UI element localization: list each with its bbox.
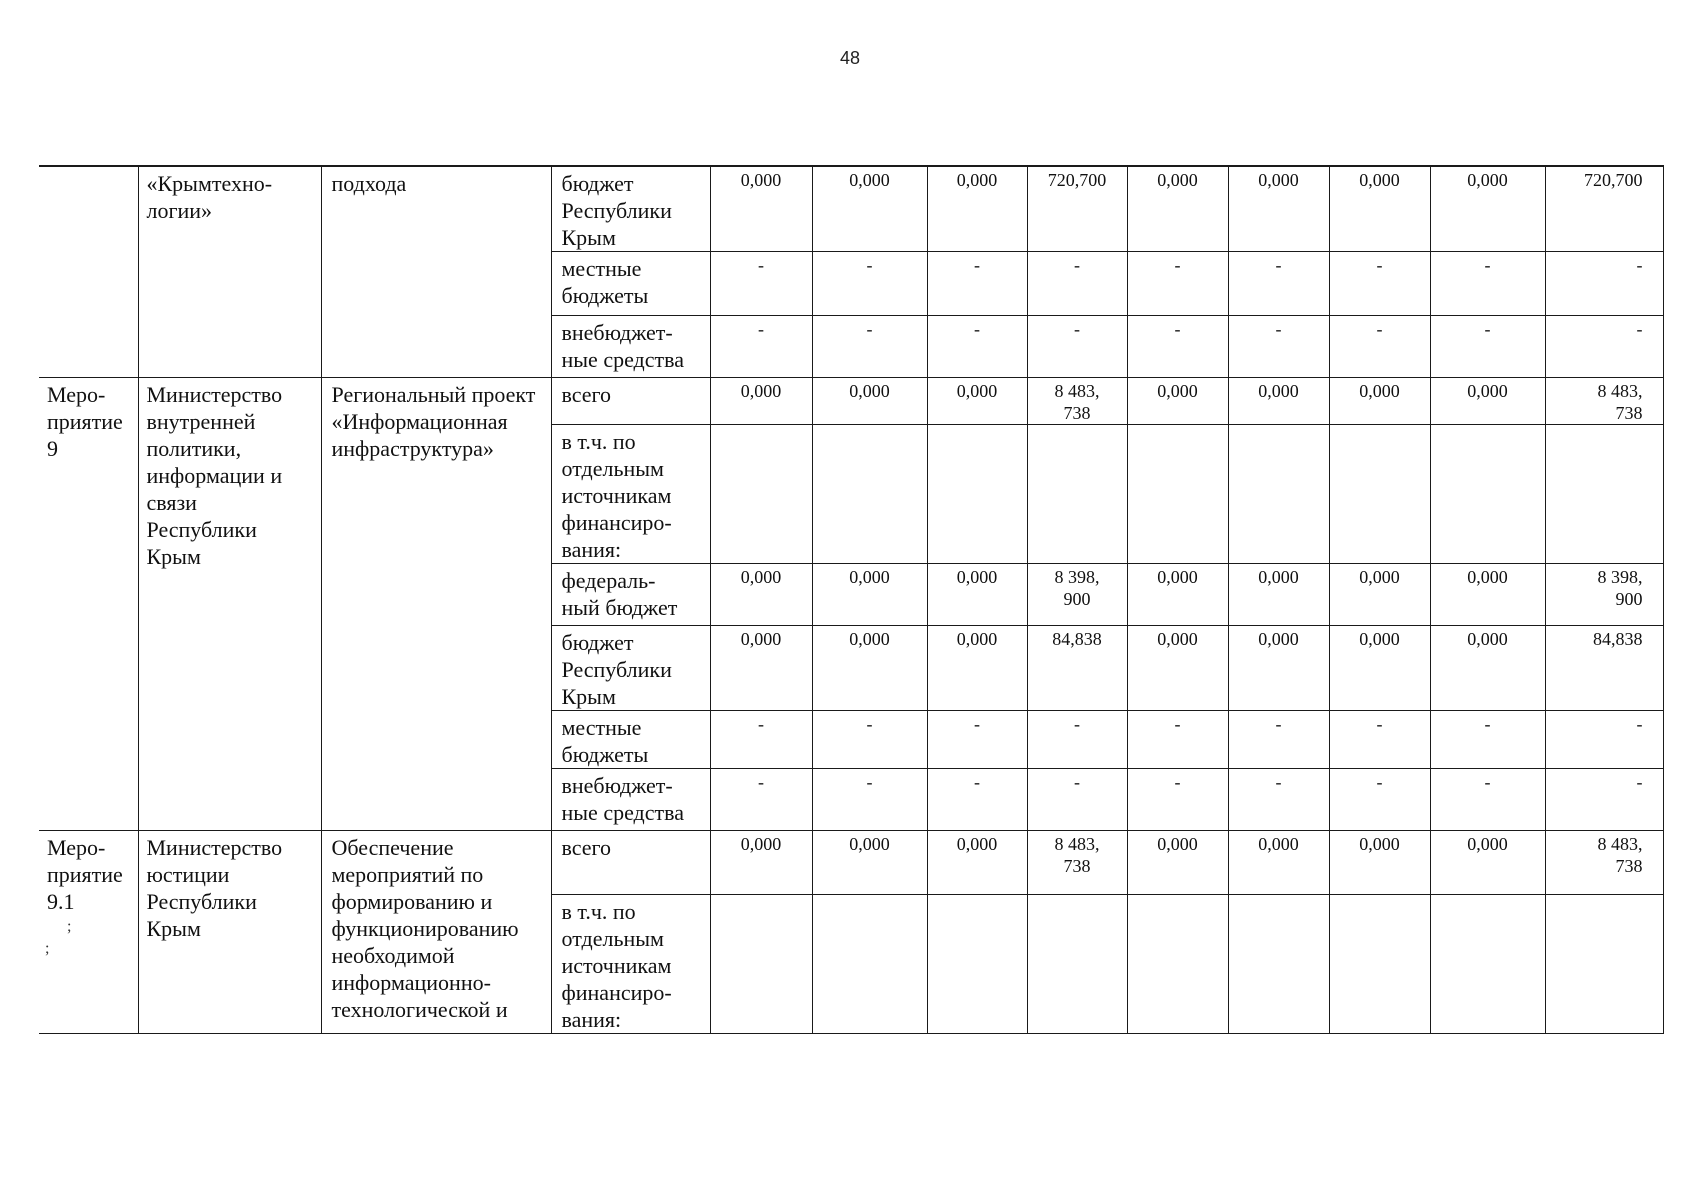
value-cell: - — [1430, 769, 1545, 831]
funding-source-cell: внебюджет- ные средства — [551, 769, 710, 831]
value-cell: - — [812, 769, 927, 831]
value-cell: - — [1329, 711, 1430, 769]
total-value-cell — [1545, 895, 1663, 1034]
value-cell: - — [812, 252, 927, 316]
total-value-cell: 84,838 — [1545, 626, 1663, 711]
value-cell: - — [812, 316, 927, 378]
value-cell: - — [1228, 316, 1329, 378]
value-cell: 0,000 — [1127, 378, 1228, 425]
table-row — [39, 378, 1663, 425]
funding-source-cell: внебюджет- ные средства — [551, 316, 710, 378]
event-cell: Меро- приятие 9 — [39, 378, 138, 831]
value-cell: 8 483, 738 — [1027, 378, 1127, 425]
value-cell: 0,000 — [1430, 564, 1545, 626]
value-cell: 0,000 — [1430, 378, 1545, 425]
value-cell: 0,000 — [927, 831, 1027, 895]
value-cell: - — [1027, 769, 1127, 831]
funding-source-cell: местные бюджеты — [551, 252, 710, 316]
value-cell — [1127, 425, 1228, 564]
total-value-cell: 8 483, 738 — [1545, 378, 1663, 425]
value-cell: - — [1329, 769, 1430, 831]
value-cell: 0,000 — [710, 831, 812, 895]
value-cell: 0,000 — [1228, 831, 1329, 895]
executor-cell: Министерство юстиции Республики Крым — [138, 831, 321, 1034]
funding-source-cell: федераль- ный бюджет — [551, 564, 710, 626]
value-cell: - — [1329, 316, 1430, 378]
value-cell: 0,000 — [927, 564, 1027, 626]
value-cell — [812, 895, 927, 1034]
value-cell: - — [1127, 316, 1228, 378]
value-cell — [1228, 895, 1329, 1034]
total-value-cell — [1545, 425, 1663, 564]
event-cell: Меро- приятие 9.1 — [39, 831, 138, 1034]
value-cell: - — [1228, 769, 1329, 831]
value-cell: - — [1127, 769, 1228, 831]
value-cell — [710, 895, 812, 1034]
value-cell: 0,000 — [1228, 378, 1329, 425]
value-cell: 0,000 — [927, 166, 1027, 252]
value-cell: 0,000 — [812, 166, 927, 252]
value-cell: 0,000 — [1228, 166, 1329, 252]
value-cell — [1329, 425, 1430, 564]
funding-source-cell: всего — [551, 831, 710, 895]
value-cell — [1430, 895, 1545, 1034]
value-cell — [1430, 425, 1545, 564]
value-cell — [1127, 895, 1228, 1034]
funding-table — [39, 165, 1664, 1034]
value-cell — [812, 425, 927, 564]
scan-mark: ; — [45, 940, 50, 957]
total-value-cell: 8 398, 900 — [1545, 564, 1663, 626]
value-cell: 0,000 — [812, 831, 927, 895]
total-value-cell: - — [1545, 769, 1663, 831]
value-cell: 0,000 — [1127, 166, 1228, 252]
table-row — [39, 166, 1663, 252]
value-cell: - — [1027, 711, 1127, 769]
value-cell: - — [1027, 252, 1127, 316]
value-cell: 0,000 — [1127, 626, 1228, 711]
value-cell: - — [1027, 316, 1127, 378]
value-cell: - — [927, 252, 1027, 316]
value-cell: 0,000 — [812, 564, 927, 626]
event-name-cell: Обеспечение мероприятий по формированию и функционированию необходимой информационно- технологической и — [321, 831, 551, 1034]
value-cell: 0,000 — [1430, 831, 1545, 895]
value-cell — [927, 895, 1027, 1034]
value-cell: - — [1127, 711, 1228, 769]
value-cell: 0,000 — [1329, 626, 1430, 711]
value-cell: - — [710, 316, 812, 378]
value-cell: 0,000 — [1329, 564, 1430, 626]
value-cell: - — [1430, 711, 1545, 769]
value-cell: - — [710, 711, 812, 769]
total-value-cell: - — [1545, 316, 1663, 378]
total-value-cell: - — [1545, 711, 1663, 769]
value-cell: - — [710, 769, 812, 831]
value-cell: - — [710, 252, 812, 316]
value-cell: 0,000 — [927, 378, 1027, 425]
total-value-cell: 720,700 — [1545, 166, 1663, 252]
funding-source-cell: в т.ч. по отдельным источникам финансиро- вания: — [551, 895, 710, 1034]
value-cell: 0,000 — [812, 378, 927, 425]
value-cell: - — [1430, 316, 1545, 378]
funding-source-cell: бюджет Республики Крым — [551, 166, 710, 252]
value-cell: - — [1127, 252, 1228, 316]
value-cell: 0,000 — [1430, 626, 1545, 711]
value-cell: 84,838 — [1027, 626, 1127, 711]
table-row — [39, 831, 1663, 895]
value-cell: 0,000 — [1329, 378, 1430, 425]
value-cell: - — [1430, 252, 1545, 316]
total-value-cell: 8 483, 738 — [1545, 831, 1663, 895]
value-cell: - — [927, 769, 1027, 831]
value-cell: 720,700 — [1027, 166, 1127, 252]
event-cell — [39, 166, 138, 378]
value-cell — [1228, 425, 1329, 564]
value-cell: 0,000 — [1329, 166, 1430, 252]
value-cell: 0,000 — [710, 626, 812, 711]
executor-cell: Министерство внутренней политики, информации и связи Республики Крым — [138, 378, 321, 831]
value-cell: 0,000 — [927, 626, 1027, 711]
value-cell — [927, 425, 1027, 564]
funding-source-cell: местные бюджеты — [551, 711, 710, 769]
value-cell: 0,000 — [1329, 831, 1430, 895]
scan-mark: ; — [67, 918, 72, 935]
value-cell: - — [1329, 252, 1430, 316]
value-cell — [1329, 895, 1430, 1034]
value-cell: - — [1228, 252, 1329, 316]
funding-source-cell: всего — [551, 378, 710, 425]
value-cell: 0,000 — [710, 166, 812, 252]
page-number: 48 — [839, 48, 861, 68]
value-cell: - — [927, 316, 1027, 378]
funding-source-cell: в т.ч. по отдельным источникам финансиро- вания: — [551, 425, 710, 564]
value-cell: 0,000 — [710, 564, 812, 626]
value-cell: 0,000 — [1430, 166, 1545, 252]
total-value-cell: - — [1545, 252, 1663, 316]
value-cell: 0,000 — [1228, 564, 1329, 626]
event-name-cell: подхода — [321, 166, 551, 378]
value-cell: - — [812, 711, 927, 769]
value-cell — [1027, 895, 1127, 1034]
value-cell — [1027, 425, 1127, 564]
value-cell: 0,000 — [1228, 626, 1329, 711]
value-cell: - — [1228, 711, 1329, 769]
value-cell: 0,000 — [1127, 831, 1228, 895]
value-cell: 8 398, 900 — [1027, 564, 1127, 626]
value-cell: 0,000 — [710, 378, 812, 425]
value-cell: 8 483, 738 — [1027, 831, 1127, 895]
value-cell — [710, 425, 812, 564]
value-cell: 0,000 — [812, 626, 927, 711]
funding-source-cell: бюджет Республики Крым — [551, 626, 710, 711]
value-cell: 0,000 — [1127, 564, 1228, 626]
value-cell: - — [927, 711, 1027, 769]
executor-cell: «Крымтехно- логии» — [138, 166, 321, 378]
event-name-cell: Региональный проект «Информационная инфраструктура» — [321, 378, 551, 831]
